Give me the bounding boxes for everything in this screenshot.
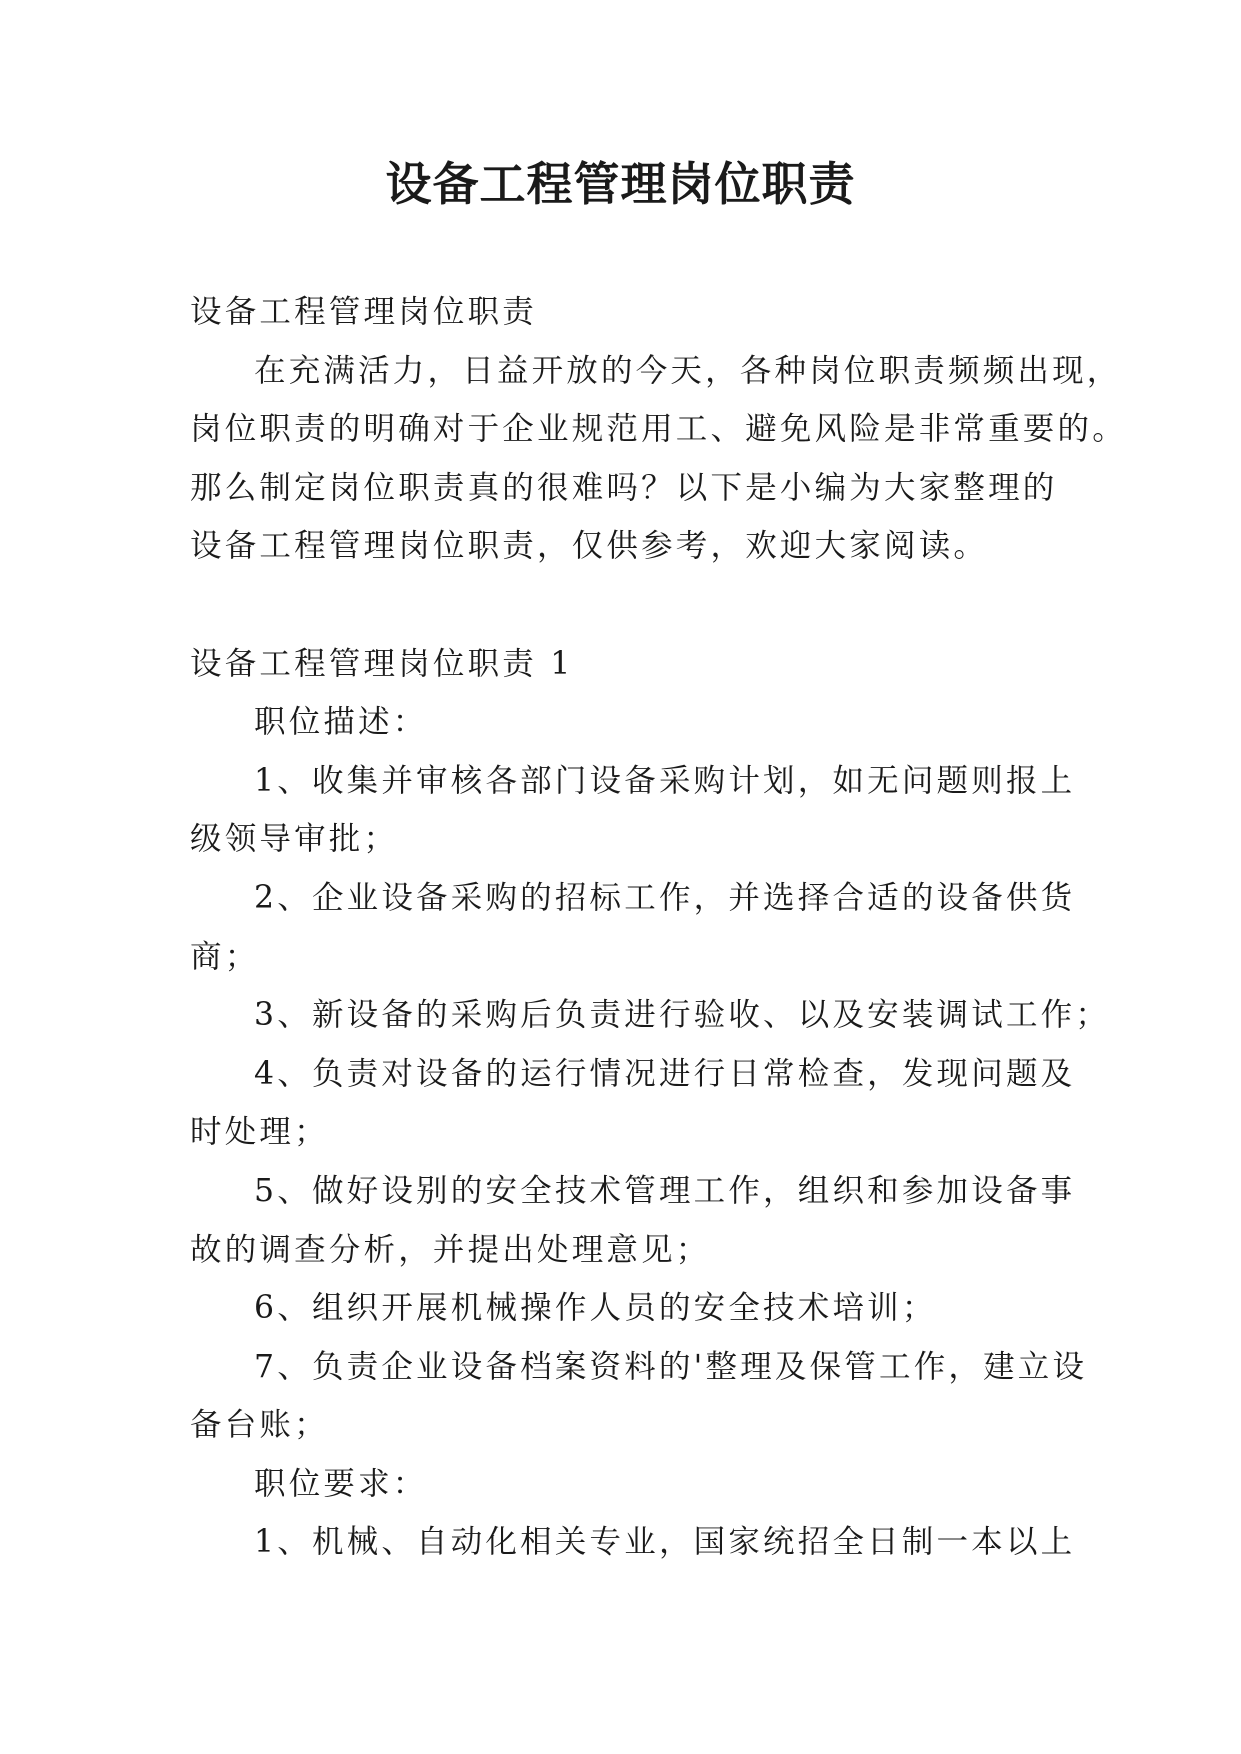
duty-item-line: 故的调查分析，并提出处理意见； (190, 1231, 711, 1268)
duty-item-line: 时处理； (190, 1114, 329, 1151)
job-description-label: 职位描述： (254, 704, 428, 741)
duty-item-line: 级领导审批； (190, 821, 399, 858)
duty-item-line: 3、新设备的采购后负责进行验收、以及安装调试工作； (254, 997, 1111, 1034)
paragraph-spacer (190, 576, 1060, 635)
document-subtitle: 设备工程管理岗位职责 (190, 294, 538, 330)
duty-item-line: 6、组织开展机械操作人员的安全技术培训； (254, 1290, 937, 1327)
duty-item-line: 备台账； (190, 1407, 329, 1444)
intro-paragraph-line: 那么制定岗位职责真的很难吗？以下是小编为大家整理的 (190, 469, 1058, 506)
duty-item-line: 2、企业设备采购的招标工作，并选择合适的设备供货 (254, 879, 1076, 916)
job-requirements-label: 职位要求： (254, 1465, 428, 1502)
duty-item-line: 商； (190, 938, 260, 975)
intro-paragraph-line: 在充满活力，日益开放的今天，各种岗位职责频频出现， (254, 352, 1122, 389)
duty-item-line: 7、负责企业设备档案资料的'整理及保管工作，建立设 (254, 1348, 1088, 1385)
requirement-item-line: 1、机械、自动化相关专业，国家统招全日制一本以上 (254, 1524, 1076, 1561)
document-title: 设备工程管理岗位职责 (385, 157, 856, 211)
duty-item-line: 5、做好设别的安全技术管理工作，组织和参加设备事 (254, 1172, 1076, 1209)
section-heading: 设备工程管理岗位职责 1 (190, 645, 574, 682)
intro-paragraph-line: 设备工程管理岗位职责，仅供参考，欢迎大家阅读。 (190, 528, 989, 565)
duty-item-line: 4、负责对设备的运行情况进行日常检查，发现问题及 (254, 1055, 1076, 1092)
duty-item-line: 1、收集并审核各部门设备采购计划，如无问题则报上 (254, 762, 1076, 799)
document-body (190, 283, 1127, 1572)
intro-paragraph-line: 岗位职责的明确对于企业规范用工、避免风险是非常重要的。 (190, 411, 1127, 448)
